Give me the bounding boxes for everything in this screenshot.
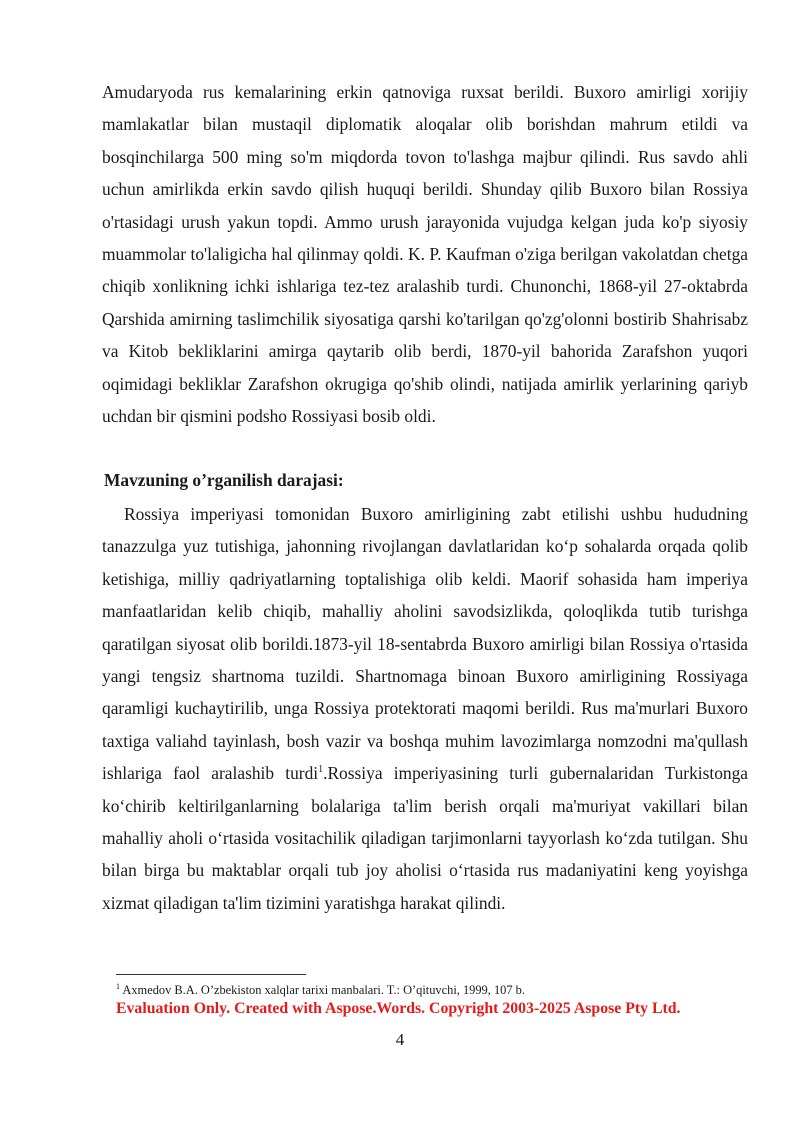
body-paragraph-2 — [102, 498, 748, 919]
section-heading: Mavzuning o’rganilish darajasi: — [104, 470, 344, 490]
footnote-text: Axmedov B.A. O’zbekiston xalqlar tarixi manbalari. T.: O’qituvchi, 1999, 107 b. — [120, 983, 525, 997]
footnote-number: 1 — [116, 981, 120, 991]
page-number: 4 — [395, 1030, 405, 1049]
footnote-reference[interactable]: 1 — [318, 764, 324, 776]
paragraph-2-text-start: Rossiya imperiyasi tomonidan Buxoro amirligining zabt etilishi ushbu hududning tanazzulga yuz tutishiga, jahonning rivojlangan davlatlaridan ko‘p sohalarda orqada qolib ketishiga, milliy qadriyatlarning toptalishiga olib keldi. Maorif sohasida ham imperiya manfaatlaridan kelib chiqib, mahalliy aholini savodsizlikda, qoloqlikda tutib turishga qaratilgan siyosat olib borildi.1873-yil 18-sentabrda Buxoro amirligi bilan Rossiya o'rtasida yangi tengsiz shartnoma tuzildi. Shartnomaga binoan Buxoro amirligining Rossiyaga qaramligi kuchaytirilib, unga Rossiya protektorati maqomi berildi. Rus ma'murlari Buxoro taxtiga valiahd tayinlash, bosh vazir va boshqa muhim lavozimlarga nomzodni ma'qullash ishlariga faol aralashib turdi — [102, 504, 748, 784]
body-paragraph-1: Amudaryoda rus kemalarining erkin qatnoviga ruxsat berildi. Buxoro amirligi xorijiy mamlakatlar bilan mustaqil diplomatik aloqalar olib borishdan mahrum etildi va bosqinchilarga 500 ming so'm miqdorda tovon to'lashga majbur qilindi. Rus savdo ahli uchun amirlikda erkin savdo qilish huquqi berildi. Shunday qilib Buxoro bilan Rossiya o'rtasidagi urush yakun topdi. Ammo urush jarayonida vujudga kelgan juda ko'p siyosiy muammolar to'laligicha hal qilinmay qoldi. K. P. Kaufman o'ziga berilgan vakolatdan chetga chiqib xonlikning ichki ishlariga tez-tez aralashib turdi. Chunonchi, 1868-yil 27-oktabrda Qarshida amirning taslimchilik siyosatiga qarshi ko'tarilgan qo'zg'olonni bostirib Shahrisabz va Kitob bekliklarini amirga qaytarib olib berdi, 1870-yil bahorida Zarafshon yuqori oqimidagi bekliklar Zarafshon okrugiga qo'shib olindi, natijada amirlik yerlarining qariyb uchdan bir qismini podsho Rossiyasi bosib oldi. — [102, 82, 748, 427]
paragraph-2-text-end: .Rossiya imperiyasining turli gubernalaridan Turkistonga ko‘chirib keltirilganlarning bolalariga ta'lim berish orqali ma'muriyat vakillari bilan mahalliy aholi o‘rtasida vositachilik qiladigan tarjimonlarni tayyorlash ko‘zda tutilgan. Shu bilan birga bu maktablar orqali tub joy aholisi o‘rtasida rus madaniyatini keng yoyishga xizmat qiladigan ta'lim tizimini yaratishga harakat qilindi. — [102, 763, 749, 913]
evaluation-watermark: Evaluation Only. Created with Aspose.Words. Copyright 2003-2025 Aspose Pty Ltd. — [116, 1000, 681, 1017]
footnote — [116, 982, 525, 998]
footnote-separator — [116, 974, 306, 975]
